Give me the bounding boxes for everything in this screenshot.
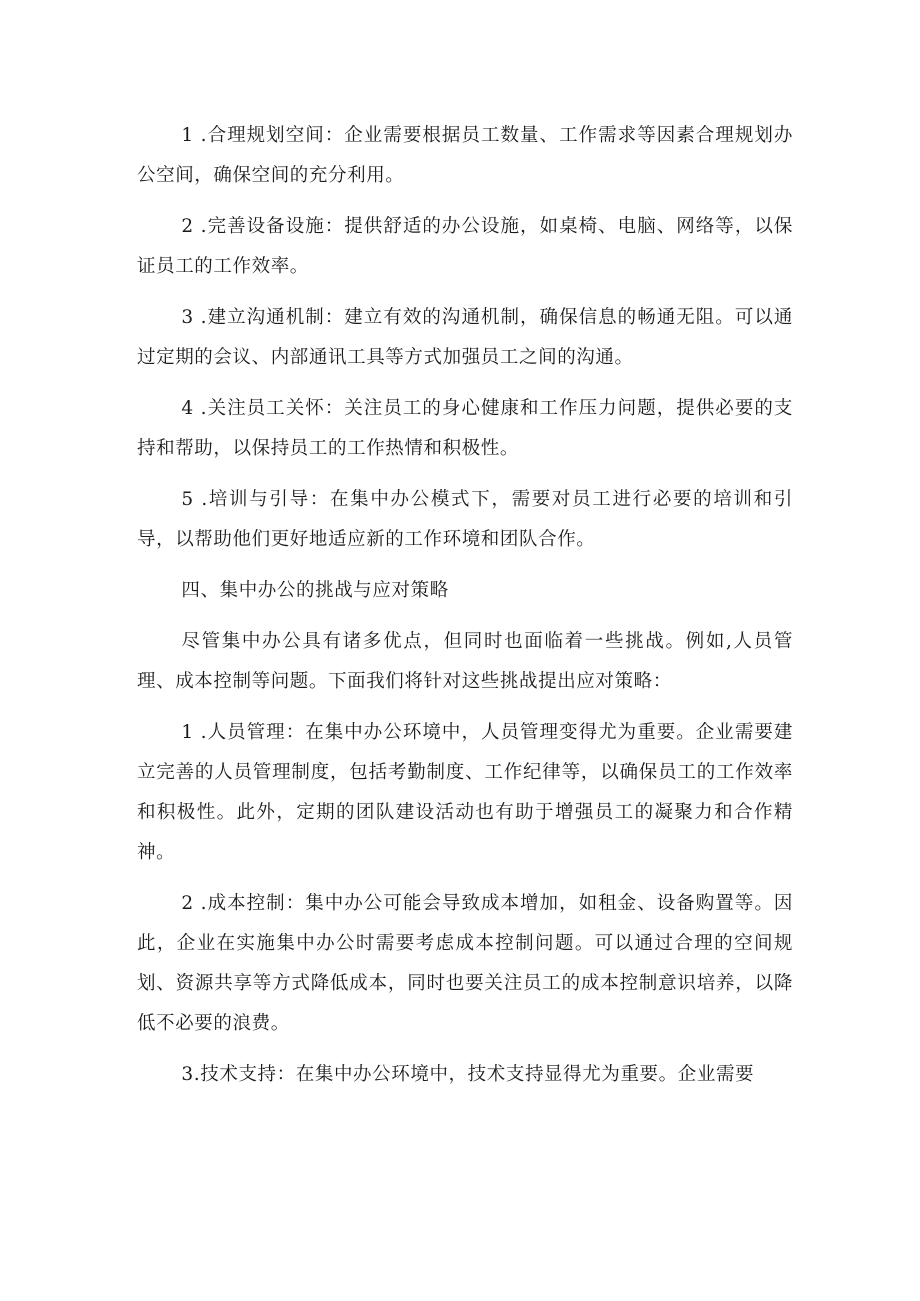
paragraph-training: 5 .培训与引导：在集中办公模式下，需要对员工进行必要的培训和引导，以帮助他们更好地适应新的工作环境和团队合作。 (137, 489, 793, 550)
paragraph-challenges-intro: 尽管集中办公具有诸多优点，但同时也面临着一些挑战。例如,人员管理、成本控制等问题。下面我们将针对这些挑战提出应对策略： (137, 631, 793, 692)
paragraph-personnel-management: 1 .人员管理：在集中办公环境中，人员管理变得尤为重要。企业需要建立完善的人员管理制度，包括考勤制度、工作纪律等，以确保员工的工作效率和积极性。此外，定期的团队建设活动也有助于增强员工的凝聚力和合作精神。 (137, 722, 793, 863)
section-heading-challenges: 四、集中办公的挑战与应对策略 (181, 580, 449, 601)
paragraph-communication: 3 .建立沟通机制：建立有效的沟通机制，确保信息的畅通无阻。可以通过定期的会议、内部通讯工具等方式加强员工之间的沟通。 (137, 307, 793, 368)
document-body (137, 116, 793, 1106)
paragraph-employee-care: 4 .关注员工关怀：关注员工的身心健康和工作压力问题，提供必要的支持和帮助，以保持员工的工作热情和积极性。 (137, 398, 793, 459)
paragraph-technical-support: 3.技术支持：在集中办公环境中，技术支持显得尤为重要。企业需要 (181, 1064, 755, 1085)
paragraph-plan-space: 1 .合理规划空间：企业需要根据员工数量、工作需求等因素合理规划办公空间，确保空间的充分利用。 (137, 125, 793, 186)
paragraph-cost-control: 2 .成本控制：集中办公可能会导致成本增加，如租金、设备购置等。因此，企业在实施集中办公时需要考虑成本控制问题。可以通过合理的空间规划、资源共享等方式降低成本，同时也要关注员工的成本控制意识培养，以降低不必要的浪费。 (137, 893, 793, 1034)
paragraph-equipment: 2 .完善设备设施：提供舒适的办公设施，如桌椅、电脑、网络等，以保证员工的工作效率。 (137, 216, 793, 277)
